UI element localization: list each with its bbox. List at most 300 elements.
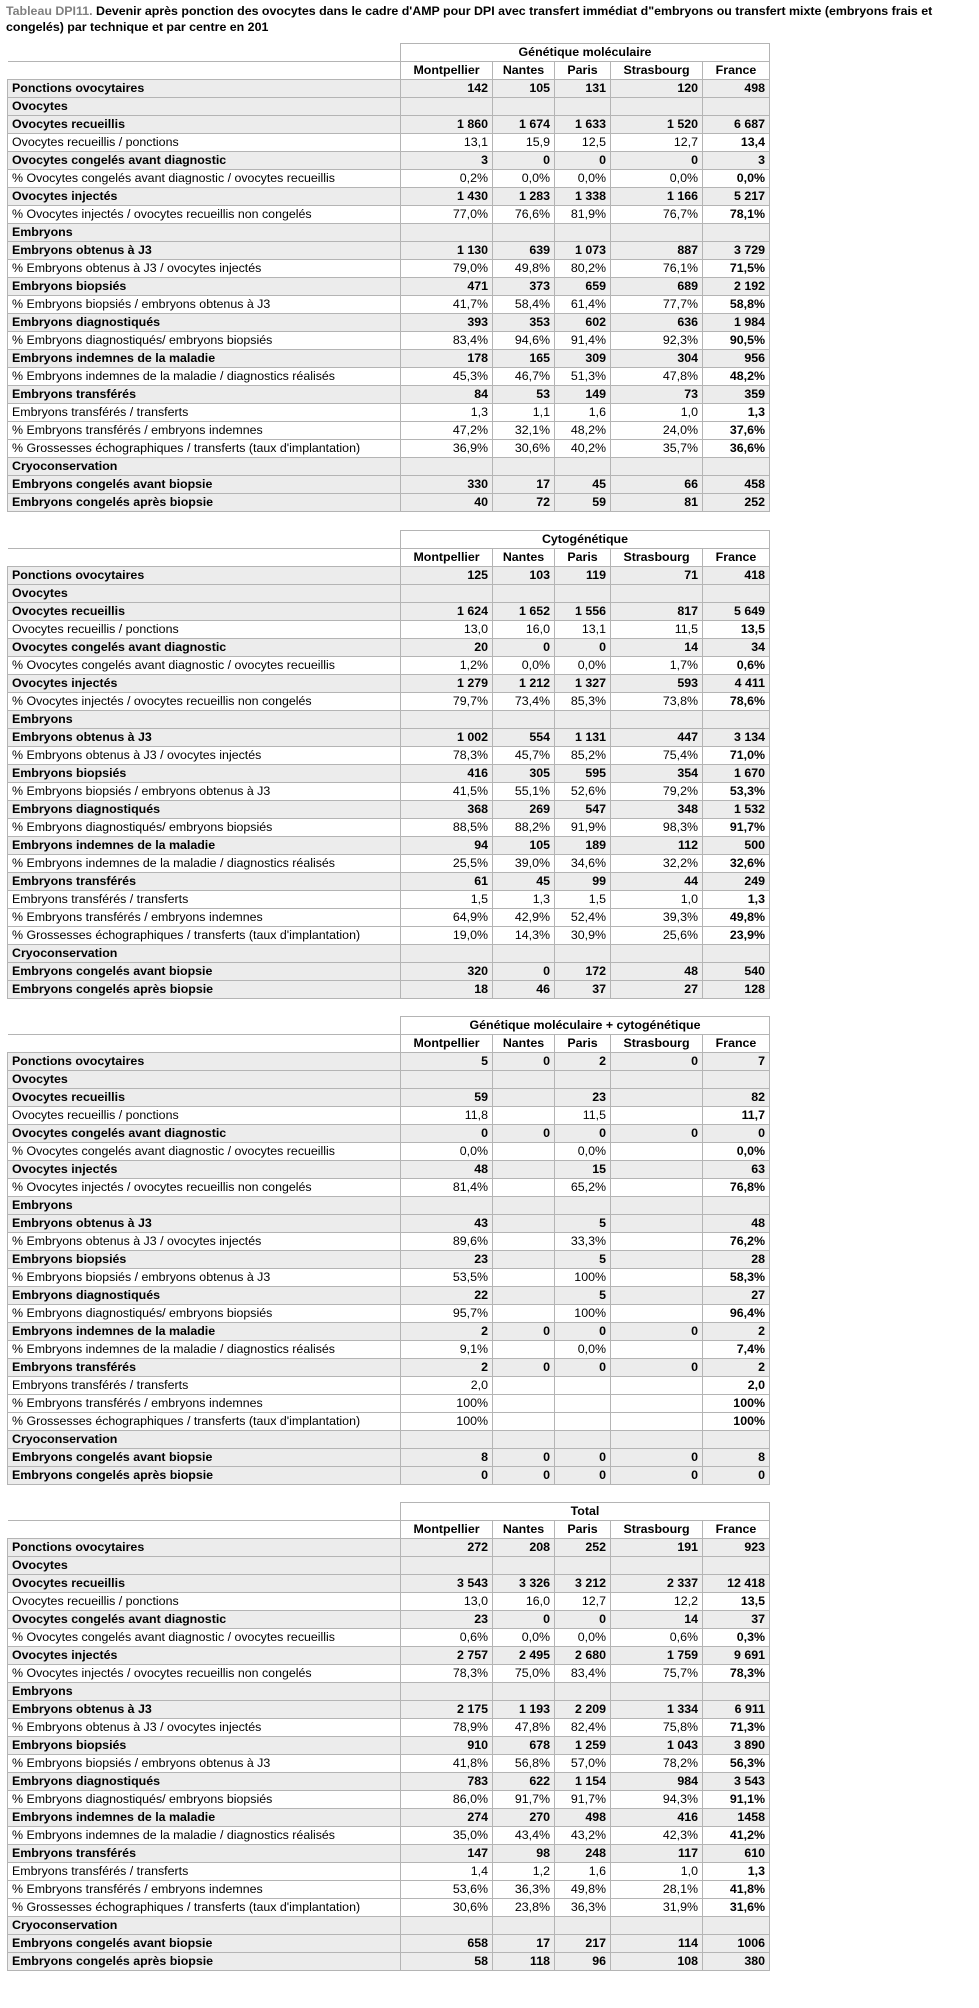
table-cell: 45,7% bbox=[493, 747, 555, 765]
table-cell: 353 bbox=[493, 314, 555, 332]
table-cell bbox=[611, 945, 703, 963]
table-cell: 73 bbox=[611, 386, 703, 404]
table-cell: 47,2% bbox=[401, 422, 493, 440]
table-cell: 22 bbox=[401, 1287, 493, 1305]
table-cell: 76,8% bbox=[703, 1179, 770, 1197]
table-cell bbox=[493, 1161, 555, 1179]
row-label: % Embryons biopsiés / embryons obtenus à J3 bbox=[8, 783, 401, 801]
table-row bbox=[8, 1125, 770, 1143]
table-cell: 1,0 bbox=[611, 1863, 703, 1881]
row-label: Ovocytes bbox=[8, 1071, 401, 1089]
table-cell: 274 bbox=[401, 1809, 493, 1827]
table-cell: 83,4% bbox=[401, 332, 493, 350]
row-label: % Embryons transférés / embryons indemnes bbox=[8, 909, 401, 927]
table-cell: 53 bbox=[493, 386, 555, 404]
table-cell: 91,7% bbox=[555, 1791, 611, 1809]
table-cell: 4 411 bbox=[703, 675, 770, 693]
table-cell bbox=[493, 945, 555, 963]
table-cell: 1006 bbox=[703, 1935, 770, 1953]
table-cell: 114 bbox=[611, 1935, 703, 1953]
table-row bbox=[8, 1827, 770, 1845]
data-table bbox=[7, 43, 770, 512]
table-cell: 82,4% bbox=[555, 1719, 611, 1737]
table-cell: 75,7% bbox=[611, 1665, 703, 1683]
table-cell: 7,4% bbox=[703, 1341, 770, 1359]
table-cell: 105 bbox=[493, 80, 555, 98]
column-header: Montpellier bbox=[401, 1035, 493, 1053]
table-row bbox=[8, 783, 770, 801]
table-cell: 27 bbox=[703, 1287, 770, 1305]
row-label: Embryons obtenus à J3 bbox=[8, 729, 401, 747]
row-label: % Embryons indemnes de la maladie / diagnostics réalisés bbox=[8, 1827, 401, 1845]
table-cell: 0 bbox=[493, 1611, 555, 1629]
table-cell: 13,5 bbox=[703, 1593, 770, 1611]
table-cell: 16,0 bbox=[493, 1593, 555, 1611]
table-cell: 458 bbox=[703, 476, 770, 494]
table-cell bbox=[493, 98, 555, 116]
table-row bbox=[8, 1899, 770, 1917]
table-cell bbox=[611, 1143, 703, 1161]
column-header: Paris bbox=[555, 1521, 611, 1539]
table-cell: 0 bbox=[493, 152, 555, 170]
table-cell bbox=[611, 1251, 703, 1269]
table-cell: 11,8 bbox=[401, 1107, 493, 1125]
table-cell: 0,0% bbox=[703, 1143, 770, 1161]
table-cell: 59 bbox=[555, 494, 611, 512]
table-cell: 45,3% bbox=[401, 368, 493, 386]
table-cell: 0,0% bbox=[555, 1341, 611, 1359]
table-cell: 1 002 bbox=[401, 729, 493, 747]
table-cell: 1 670 bbox=[703, 765, 770, 783]
table-cell: 11,5 bbox=[555, 1107, 611, 1125]
table-cell: 178 bbox=[401, 350, 493, 368]
column-header: Paris bbox=[555, 549, 611, 567]
table-cell bbox=[401, 1197, 493, 1215]
table-caption bbox=[6, 3, 971, 35]
row-label: % Embryons diagnostiqués/ embryons biopsiés bbox=[8, 1305, 401, 1323]
table-cell: 82 bbox=[703, 1089, 770, 1107]
table-cell: 3 bbox=[703, 152, 770, 170]
table-cell: 71,0% bbox=[703, 747, 770, 765]
row-label: % Embryons biopsiés / embryons obtenus à J3 bbox=[8, 1269, 401, 1287]
table-cell: 100% bbox=[703, 1413, 770, 1431]
table-cell: 498 bbox=[703, 80, 770, 98]
row-label: Embryons transférés / transferts bbox=[8, 404, 401, 422]
table-cell: 91,1% bbox=[703, 1791, 770, 1809]
table-cell: 52,6% bbox=[555, 783, 611, 801]
row-label: Embryons indemnes de la maladie bbox=[8, 350, 401, 368]
table-cell: 103 bbox=[493, 567, 555, 585]
table-row bbox=[8, 1197, 770, 1215]
row-label: Ovocytes recueillis / ponctions bbox=[8, 134, 401, 152]
table-cell bbox=[493, 585, 555, 603]
table-cell: 35,0% bbox=[401, 1827, 493, 1845]
table-cell: 622 bbox=[493, 1773, 555, 1791]
table-row bbox=[8, 621, 770, 639]
table-cell: 0,0% bbox=[555, 657, 611, 675]
table-cell: 1,2% bbox=[401, 657, 493, 675]
table-cell: 595 bbox=[555, 765, 611, 783]
table-cell: 128 bbox=[703, 981, 770, 999]
table-cell: 0 bbox=[611, 1323, 703, 1341]
table-cell: 0,0% bbox=[703, 170, 770, 188]
table-cell: 73,8% bbox=[611, 693, 703, 711]
table-cell bbox=[703, 711, 770, 729]
table-cell: 2 209 bbox=[555, 1701, 611, 1719]
table-cell: 76,6% bbox=[493, 206, 555, 224]
table-cell: 58,4% bbox=[493, 296, 555, 314]
table-cell: 0,0% bbox=[611, 170, 703, 188]
table-cell: 81,4% bbox=[401, 1179, 493, 1197]
table-cell: 0 bbox=[493, 1125, 555, 1143]
section-title: Total bbox=[401, 1503, 770, 1521]
table-cell bbox=[493, 1179, 555, 1197]
table-row bbox=[8, 1053, 770, 1071]
table-cell: 13,0 bbox=[401, 1593, 493, 1611]
table-cell: 0,0% bbox=[555, 1629, 611, 1647]
table-cell: 91,9% bbox=[555, 819, 611, 837]
table-cell: 76,7% bbox=[611, 206, 703, 224]
table-cell: 41,8% bbox=[703, 1881, 770, 1899]
table-row bbox=[8, 1557, 770, 1575]
row-label: Embryons congelés après biopsie bbox=[8, 494, 401, 512]
table-cell: 0,0% bbox=[493, 657, 555, 675]
row-label: Embryons diagnostiqués bbox=[8, 801, 401, 819]
table-cell: 18 bbox=[401, 981, 493, 999]
table-cell bbox=[555, 98, 611, 116]
table-cell: 25,5% bbox=[401, 855, 493, 873]
row-label: % Embryons obtenus à J3 / ovocytes injectés bbox=[8, 747, 401, 765]
table-cell: 0 bbox=[611, 1053, 703, 1071]
table-cell: 0 bbox=[555, 1323, 611, 1341]
table-row bbox=[8, 981, 770, 999]
table-cell: 1 043 bbox=[611, 1737, 703, 1755]
table-cytogenetique bbox=[7, 530, 770, 999]
table-cell: 72 bbox=[493, 494, 555, 512]
table-cell: 78,3% bbox=[401, 1665, 493, 1683]
table-row bbox=[8, 1791, 770, 1809]
table-cell: 1 073 bbox=[555, 242, 611, 260]
table-cell bbox=[401, 1683, 493, 1701]
table-cell: 498 bbox=[555, 1809, 611, 1827]
table-cell bbox=[493, 1413, 555, 1431]
table-cell: 5 bbox=[555, 1251, 611, 1269]
table-cell: 1 532 bbox=[703, 801, 770, 819]
table-cell: 923 bbox=[703, 1539, 770, 1557]
row-label: % Grossesses échographiques / transferts (taux d'implantation) bbox=[8, 440, 401, 458]
table-cell: 77,7% bbox=[611, 296, 703, 314]
section-title: Génétique moléculaire bbox=[401, 44, 770, 62]
table-cell: 94 bbox=[401, 837, 493, 855]
caption-label: Tableau DPI11. bbox=[6, 4, 93, 18]
table-cell: 43,2% bbox=[555, 1827, 611, 1845]
table-cell: 3 543 bbox=[703, 1773, 770, 1791]
table-cell bbox=[703, 945, 770, 963]
table-row bbox=[8, 1881, 770, 1899]
table-cell: 658 bbox=[401, 1935, 493, 1953]
table-row bbox=[8, 1413, 770, 1431]
column-header: France bbox=[703, 1521, 770, 1539]
table-cell: 0 bbox=[493, 1323, 555, 1341]
table-row bbox=[8, 855, 770, 873]
table-cell: 270 bbox=[493, 1809, 555, 1827]
table-cell: 36,6% bbox=[703, 440, 770, 458]
table-cell: 36,3% bbox=[555, 1899, 611, 1917]
table-row bbox=[8, 80, 770, 98]
table-cell: 48 bbox=[703, 1215, 770, 1233]
table-cell: 2 337 bbox=[611, 1575, 703, 1593]
table-cell bbox=[611, 585, 703, 603]
table-cell: 43,4% bbox=[493, 1827, 555, 1845]
table-row bbox=[8, 152, 770, 170]
table-cell: 53,5% bbox=[401, 1269, 493, 1287]
row-label: Ovocytes recueillis bbox=[8, 1089, 401, 1107]
table-cell: 59 bbox=[401, 1089, 493, 1107]
table-cell bbox=[401, 98, 493, 116]
row-label: % Embryons indemnes de la maladie / diagnostics réalisés bbox=[8, 368, 401, 386]
table-cell: 42,3% bbox=[611, 1827, 703, 1845]
row-label: Embryons diagnostiqués bbox=[8, 314, 401, 332]
table-cell: 56,3% bbox=[703, 1755, 770, 1773]
table-cell bbox=[493, 1107, 555, 1125]
row-label: Ovocytes recueillis / ponctions bbox=[8, 621, 401, 639]
table-cell bbox=[555, 224, 611, 242]
table-row bbox=[8, 1737, 770, 1755]
table-row bbox=[8, 819, 770, 837]
table-cell bbox=[555, 1557, 611, 1575]
row-label: Embryons transférés / transferts bbox=[8, 891, 401, 909]
table-cell: 1,3 bbox=[703, 404, 770, 422]
row-label: Embryons indemnes de la maladie bbox=[8, 1323, 401, 1341]
row-label: Ovocytes injectés bbox=[8, 1161, 401, 1179]
table-cell: 249 bbox=[703, 873, 770, 891]
table-row bbox=[8, 729, 770, 747]
table-cell: 0,0% bbox=[555, 1143, 611, 1161]
table-cell bbox=[611, 1305, 703, 1323]
row-label: Embryons congelés avant biopsie bbox=[8, 1449, 401, 1467]
table-row bbox=[8, 1341, 770, 1359]
table-cell: 30,9% bbox=[555, 927, 611, 945]
row-label: Embryons congelés après biopsie bbox=[8, 1467, 401, 1485]
table-cell: 2 757 bbox=[401, 1647, 493, 1665]
table-cell: 1,3 bbox=[401, 404, 493, 422]
table-row bbox=[8, 1629, 770, 1647]
table-row bbox=[8, 1269, 770, 1287]
table-row bbox=[8, 1773, 770, 1791]
table-cell: 88,2% bbox=[493, 819, 555, 837]
table-cell: 2 175 bbox=[401, 1701, 493, 1719]
table-cell bbox=[493, 1377, 555, 1395]
table-cell: 76,2% bbox=[703, 1233, 770, 1251]
table-cell: 23 bbox=[401, 1251, 493, 1269]
row-label: % Embryons obtenus à J3 / ovocytes injectés bbox=[8, 1233, 401, 1251]
table-cell: 1,3 bbox=[703, 891, 770, 909]
table-cell: 31,6% bbox=[703, 1899, 770, 1917]
table-cell: 63 bbox=[703, 1161, 770, 1179]
table-cell: 23,9% bbox=[703, 927, 770, 945]
table-cell: 0 bbox=[555, 1449, 611, 1467]
table-cell: 43 bbox=[401, 1215, 493, 1233]
table-cell: 0 bbox=[611, 1125, 703, 1143]
table-cell bbox=[401, 711, 493, 729]
table-cell: 9,1% bbox=[401, 1341, 493, 1359]
table-cell: 0 bbox=[555, 1359, 611, 1377]
table-cell: 1 334 bbox=[611, 1701, 703, 1719]
table-cell: 24,0% bbox=[611, 422, 703, 440]
row-label: Ovocytes injectés bbox=[8, 1647, 401, 1665]
table-cell: 416 bbox=[611, 1809, 703, 1827]
table-cell: 78,3% bbox=[703, 1665, 770, 1683]
table-cell bbox=[611, 1269, 703, 1287]
table-cell: 678 bbox=[493, 1737, 555, 1755]
table-cell: 12 418 bbox=[703, 1575, 770, 1593]
row-label: Embryons diagnostiqués bbox=[8, 1773, 401, 1791]
table-cell: 0 bbox=[703, 1125, 770, 1143]
table-cell bbox=[401, 1557, 493, 1575]
table-row bbox=[8, 963, 770, 981]
table-cell bbox=[493, 1143, 555, 1161]
table-cell: 47,8% bbox=[611, 368, 703, 386]
table-cell: 23 bbox=[555, 1089, 611, 1107]
row-label: Ovocytes congelés avant diagnostic bbox=[8, 1611, 401, 1629]
table-cell: 118 bbox=[493, 1953, 555, 1971]
table-cell: 142 bbox=[401, 80, 493, 98]
table-row bbox=[8, 1593, 770, 1611]
row-label: Cryoconservation bbox=[8, 945, 401, 963]
table-cell: 98 bbox=[493, 1845, 555, 1863]
row-label: % Ovocytes congelés avant diagnostic / ovocytes recueillis bbox=[8, 170, 401, 188]
table-cell: 75,4% bbox=[611, 747, 703, 765]
table-cell: 64,9% bbox=[401, 909, 493, 927]
row-label: Embryons transférés bbox=[8, 386, 401, 404]
table-row bbox=[8, 567, 770, 585]
row-label: Embryons indemnes de la maladie bbox=[8, 1809, 401, 1827]
table-row bbox=[8, 458, 770, 476]
table-cell: 0 bbox=[703, 1467, 770, 1485]
table-row bbox=[8, 188, 770, 206]
row-label: Embryons obtenus à J3 bbox=[8, 1701, 401, 1719]
table-row bbox=[8, 1071, 770, 1089]
table-row bbox=[8, 837, 770, 855]
table-cell: 53,3% bbox=[703, 783, 770, 801]
table-cell: 91,7% bbox=[703, 819, 770, 837]
data-table bbox=[7, 530, 770, 999]
table-cell bbox=[703, 1557, 770, 1575]
table-cell: 1 283 bbox=[493, 188, 555, 206]
table-cell bbox=[493, 1395, 555, 1413]
table-row bbox=[8, 1323, 770, 1341]
row-label: % Ovocytes injectés / ovocytes recueillis non congelés bbox=[8, 1179, 401, 1197]
table-cell: 910 bbox=[401, 1737, 493, 1755]
table-cell: 34 bbox=[703, 639, 770, 657]
table-row bbox=[8, 1539, 770, 1557]
table-cell: 98,3% bbox=[611, 819, 703, 837]
row-label: % Embryons transférés / embryons indemnes bbox=[8, 1395, 401, 1413]
table-cell: 14,3% bbox=[493, 927, 555, 945]
table-cell bbox=[493, 1341, 555, 1359]
table-cell: 75,0% bbox=[493, 1665, 555, 1683]
table-cell: 45 bbox=[493, 873, 555, 891]
table-cell: 2 680 bbox=[555, 1647, 611, 1665]
table-cell bbox=[493, 224, 555, 242]
row-label: Ponctions ovocytaires bbox=[8, 80, 401, 98]
table-cell: 13,0 bbox=[401, 621, 493, 639]
table-row bbox=[8, 1863, 770, 1881]
row-label: Ponctions ovocytaires bbox=[8, 1053, 401, 1071]
table-cell: 19,0% bbox=[401, 927, 493, 945]
table-cell: 94,3% bbox=[611, 1791, 703, 1809]
caption-text: Devenir après ponction des ovocytes dans le cadre d'AMP pour DPI avec transfert immédiat d"embryons ou transfert mixte (embryons frais et congelés) par technique et par centre en 201 bbox=[6, 4, 933, 34]
column-header: Nantes bbox=[493, 1035, 555, 1053]
blank-cell bbox=[8, 1017, 401, 1035]
table-cell bbox=[611, 1413, 703, 1431]
table-cell: 71 bbox=[611, 567, 703, 585]
table-row bbox=[8, 314, 770, 332]
table-cell: 46 bbox=[493, 981, 555, 999]
table-cell: 8 bbox=[703, 1449, 770, 1467]
table-cell: 0 bbox=[401, 1125, 493, 1143]
table-cell: 0 bbox=[555, 639, 611, 657]
row-label: % Embryons diagnostiqués/ embryons biopsiés bbox=[8, 332, 401, 350]
table-cell bbox=[555, 1197, 611, 1215]
table-cell: 0 bbox=[493, 639, 555, 657]
table-cell: 540 bbox=[703, 963, 770, 981]
table-cell: 191 bbox=[611, 1539, 703, 1557]
blank-cell bbox=[8, 549, 401, 567]
table-row bbox=[8, 639, 770, 657]
table-cell: 12,7 bbox=[611, 134, 703, 152]
table-cell: 5 217 bbox=[703, 188, 770, 206]
table-cell: 65,2% bbox=[555, 1179, 611, 1197]
table-cell: 83,4% bbox=[555, 1665, 611, 1683]
table-cell: 91,4% bbox=[555, 332, 611, 350]
table-cell: 0 bbox=[493, 1359, 555, 1377]
row-label: % Grossesses échographiques / transferts (taux d'implantation) bbox=[8, 1899, 401, 1917]
table-row bbox=[8, 1809, 770, 1827]
table-cell: 6 687 bbox=[703, 116, 770, 134]
table-row bbox=[8, 1917, 770, 1935]
table-cell: 0,0% bbox=[493, 1629, 555, 1647]
table-cell: 15 bbox=[555, 1161, 611, 1179]
table-cell bbox=[611, 1179, 703, 1197]
column-header: Montpellier bbox=[401, 549, 493, 567]
table-cell: 1,7% bbox=[611, 657, 703, 675]
table-cell: 593 bbox=[611, 675, 703, 693]
table-cell bbox=[703, 224, 770, 242]
table-cell: 48 bbox=[611, 963, 703, 981]
table-row bbox=[8, 98, 770, 116]
table-cell bbox=[611, 1341, 703, 1359]
table-cell bbox=[555, 1377, 611, 1395]
section-title-row bbox=[8, 1503, 770, 1521]
table-cell bbox=[493, 1233, 555, 1251]
row-label: Embryons bbox=[8, 1197, 401, 1215]
table-cell: 11,7 bbox=[703, 1107, 770, 1125]
table-row bbox=[8, 296, 770, 314]
table-cell bbox=[611, 1377, 703, 1395]
table-cell: 2,0 bbox=[401, 1377, 493, 1395]
table-cell: 1,6 bbox=[555, 1863, 611, 1881]
row-label: % Ovocytes congelés avant diagnostic / ovocytes recueillis bbox=[8, 657, 401, 675]
row-label: % Embryons diagnostiqués/ embryons biopsiés bbox=[8, 819, 401, 837]
table-cell bbox=[555, 1431, 611, 1449]
row-label: Ovocytes recueillis bbox=[8, 1575, 401, 1593]
table-row bbox=[8, 1647, 770, 1665]
table-cell: 2 192 bbox=[703, 278, 770, 296]
table-cell: 1,2 bbox=[493, 1863, 555, 1881]
table-cell: 149 bbox=[555, 386, 611, 404]
table-total bbox=[7, 1502, 770, 1971]
